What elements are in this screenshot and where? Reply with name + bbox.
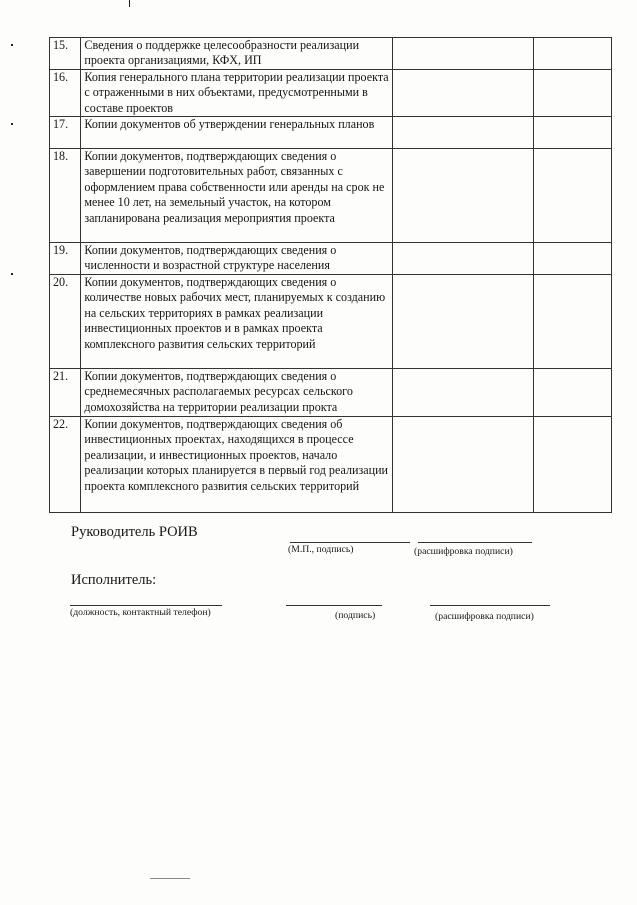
- head-name-caption: (расшифровка подписи): [414, 546, 513, 557]
- row-description: Сведения о поддержке целесообразности реализации проекта организациями, КФХ, ИП: [81, 38, 393, 70]
- row-description: Копии документов, подтверждающих сведения об инвестиционных проектах, находящихся в процессе реализации, и инвестиционных проектов, начало реализации которых планируется в первый год реализации проекта комплексного развития сельских территорий: [81, 417, 393, 513]
- table-row: [50, 369, 612, 417]
- scan-mark: [150, 878, 190, 879]
- head-signature-label: Руководитель РОИВ: [71, 524, 198, 540]
- row-empty-cell: [393, 369, 534, 417]
- scan-mark: [11, 123, 13, 125]
- documents-table: [49, 37, 612, 513]
- row-empty-cell: [393, 243, 534, 275]
- head-name-line: [418, 542, 532, 543]
- row-empty-cell: [534, 417, 612, 513]
- scan-mark: [11, 273, 13, 275]
- row-number: 20.: [50, 275, 81, 369]
- row-empty-cell: [393, 417, 534, 513]
- row-empty-cell: [393, 117, 534, 149]
- row-description: Копии документов, подтверждающих сведения о численности и возрастной структуре населения: [81, 243, 393, 275]
- executor-name-line: [430, 605, 550, 606]
- row-description: Копии документов, подтверждающих сведения о количестве новых рабочих мест, планируемых к созданию на сельских территориях в рамках реализации инвестиционных проектов и в рамках проекта комплексного развития сельских территорий: [81, 275, 393, 369]
- row-description: Копия генерального плана территории реализации проекта с отраженными в них объектами, предусмотренными в составе проектов: [81, 69, 393, 116]
- row-empty-cell: [393, 149, 534, 243]
- row-empty-cell: [393, 69, 534, 116]
- executor-position-line: [70, 605, 222, 606]
- executor-sign-caption: (подпись): [335, 610, 376, 621]
- row-number: 19.: [50, 243, 81, 275]
- row-empty-cell: [534, 38, 612, 70]
- row-empty-cell: [534, 69, 612, 116]
- row-number: 15.: [50, 38, 81, 70]
- table-row: [50, 275, 612, 369]
- row-number: 16.: [50, 69, 81, 116]
- row-number: 21.: [50, 369, 81, 417]
- row-empty-cell: [393, 275, 534, 369]
- table-row: [50, 38, 612, 70]
- executor-name-caption: (расшифровка подписи): [435, 611, 534, 622]
- scan-mark: [129, 0, 130, 7]
- table-row: [50, 243, 612, 275]
- table-row: [50, 69, 612, 116]
- row-empty-cell: [534, 243, 612, 275]
- row-empty-cell: [534, 117, 612, 149]
- row-description: Копии документов, подтверждающих сведения о завершении подготовительных работ, связанных с оформлением права собственности или аренды на срок не менее 10 лет, на земельный участок, на котором запланирована реализация мероприятия проекта: [81, 149, 393, 243]
- executor-position-caption: (должность, контактный телефон): [70, 607, 211, 618]
- row-number: 22.: [50, 417, 81, 513]
- table-row: [50, 149, 612, 243]
- row-description: Копии документов, подтверждающих сведения о среднемесячных располагаемых ресурсах сельского домохозяйства на территории реализации прокта: [81, 369, 393, 417]
- row-number: 18.: [50, 149, 81, 243]
- table-row: [50, 417, 612, 513]
- row-empty-cell: [534, 275, 612, 369]
- head-sign-caption: (М.П., подпись): [288, 544, 354, 555]
- head-signature-line: [290, 542, 410, 543]
- table-row: [50, 117, 612, 149]
- row-empty-cell: [534, 369, 612, 417]
- executor-label: Исполнитель:: [71, 572, 157, 588]
- row-number: 17.: [50, 117, 81, 149]
- row-empty-cell: [534, 149, 612, 243]
- executor-signature-line: [286, 605, 382, 606]
- row-description: Копии документов об утверждении генеральных планов: [81, 117, 393, 149]
- row-empty-cell: [393, 38, 534, 70]
- scan-mark: [11, 44, 13, 46]
